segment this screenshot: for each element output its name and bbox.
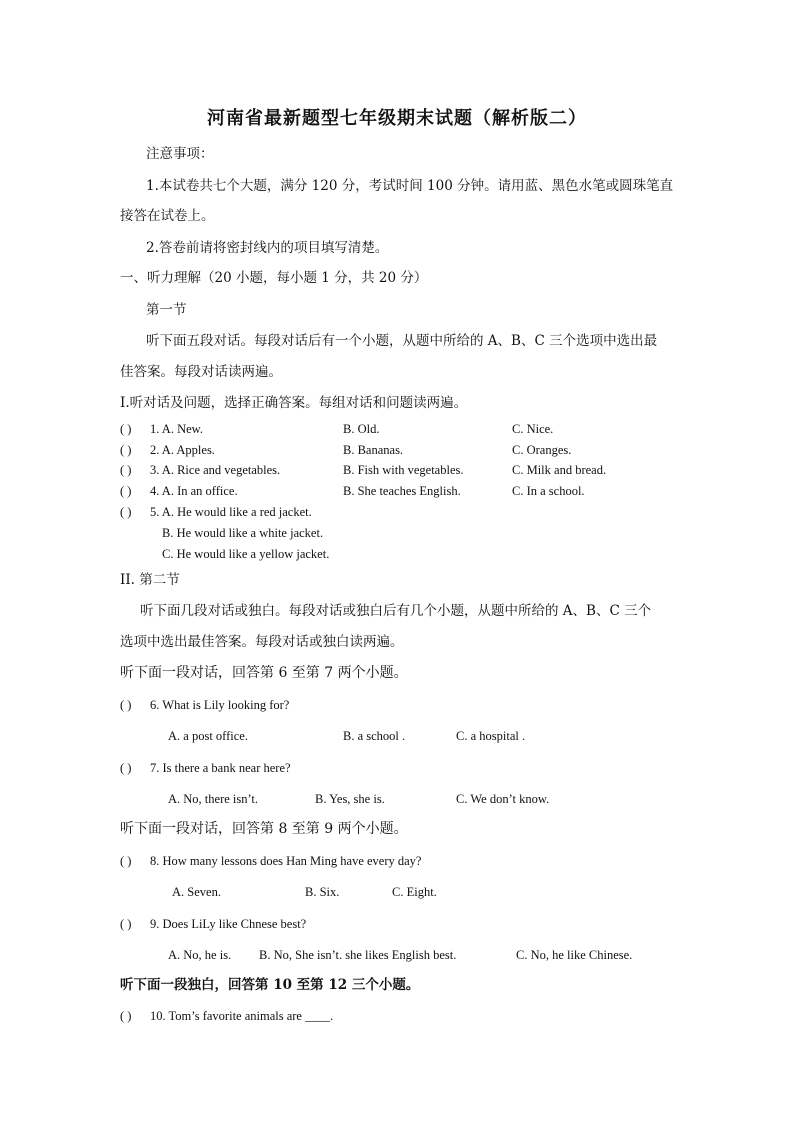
- q3-option-c: C. Milk and bread.: [512, 463, 607, 477]
- section1-heading: 一、听力理解（20 小题，每小题 1 分，共 20 分）: [120, 270, 428, 286]
- answer-bracket: ( ): [120, 422, 132, 436]
- q4-option-b: B. She teaches English.: [343, 484, 461, 498]
- q6-option-c: C. a hospital .: [456, 729, 526, 743]
- q7-option-a: A. No, there isn’t.: [168, 792, 259, 806]
- page-title: 河南省最新题型七年级期末试题（解析版二）: [207, 108, 587, 129]
- answer-bracket: ( ): [120, 463, 132, 477]
- answer-bracket: ( ): [120, 484, 132, 498]
- q9-option-b: B. No, She isn’t. she likes English best.: [259, 948, 457, 962]
- answer-bracket: ( ): [120, 443, 132, 457]
- q7-option-c: C. We don’t know.: [456, 792, 550, 806]
- q5-option-b: B. He would like a white jacket.: [162, 526, 324, 540]
- q3-option-a: 3. A. Rice and vegetables.: [150, 463, 281, 477]
- q10-question: 10. Tom’s favorite animals are ____.: [150, 1009, 334, 1023]
- answer-bracket: ( ): [120, 698, 132, 712]
- q6-question: 6. What is Lily looking for?: [150, 698, 290, 712]
- q4-option-a: 4. A. In an office.: [150, 484, 238, 498]
- q1-option-c: C. Nice.: [512, 422, 554, 436]
- notes-line-1a: 1.本试卷共七个大题，满分 120 分，考试时间 100 分钟。请用蓝、黑色水笔或圆珠笔直: [146, 178, 674, 194]
- q9-option-a: A. No, he is.: [168, 948, 232, 962]
- q4-option-c: C. In a school.: [512, 484, 585, 498]
- group2-instruction: 听下面一段对话，回答第 8 至第 9 两个小题。: [120, 821, 408, 837]
- q2-option-a: 2. A. Apples.: [150, 443, 215, 457]
- q8-option-a: A. Seven.: [172, 885, 221, 899]
- answer-bracket: ( ): [120, 1009, 132, 1023]
- q2-option-b: B. Bananas.: [343, 443, 404, 457]
- part1-instruction-b: 佳答案。每段对话读两遍。: [120, 364, 282, 380]
- q8-option-b: B. Six.: [305, 885, 340, 899]
- q1-option-a: 1. A. New.: [150, 422, 204, 436]
- q5-option-c: C. He would like a yellow jacket.: [162, 547, 330, 561]
- group3-instruction: 听下面一段独白，回答第 10 至第 12 三个小题。: [120, 977, 420, 993]
- notes-line-1b: 接答在试卷上。: [120, 208, 215, 224]
- q9-question: 9. Does LiLy like Chnese best?: [150, 917, 307, 931]
- part1-label: 第一节: [146, 302, 187, 318]
- q1-option-b: B. Old.: [343, 422, 380, 436]
- q3-option-b: B. Fish with vegetables.: [343, 463, 464, 477]
- notes-line-2: 2.答卷前请将密封线内的项目填写清楚。: [146, 240, 389, 256]
- q6-option-a: A. a post office.: [168, 729, 248, 743]
- answer-bracket: ( ): [120, 761, 132, 775]
- part2-instruction-b: 选项中选出最佳答案。每段对话或独白读两遍。: [120, 634, 404, 650]
- q8-option-c: C. Eight.: [392, 885, 437, 899]
- part1-instruction-a: 听下面五段对话。每段对话后有一个小题，从题中所给的 A、B、C 三个选项中选出最: [146, 333, 658, 349]
- q6-option-b: B. a school .: [343, 729, 406, 743]
- notes-heading: 注意事项：: [146, 146, 214, 162]
- part2-instruction-a: 听下面几段对话或独白。每段对话或独白后有几个小题，从题中所给的 A、B、C 三个: [140, 603, 652, 619]
- q5-option-a: 5. A. He would like a red jacket.: [150, 505, 312, 519]
- group1-instruction: 听下面一段对话，回答第 6 至第 7 两个小题。: [120, 665, 408, 681]
- part1-sub-instruction: I.听对话及问题，选择正确答案。每组对话和问题读两遍。: [120, 395, 468, 411]
- q7-question: 7. Is there a bank near here?: [150, 761, 291, 775]
- q7-option-b: B. Yes, she is.: [315, 792, 385, 806]
- section2-heading: II. 第二节: [120, 572, 180, 588]
- answer-bracket: ( ): [120, 854, 132, 868]
- q8-question: 8. How many lessons does Han Ming have every day?: [150, 854, 422, 868]
- answer-bracket: ( ): [120, 917, 132, 931]
- q2-option-c: C. Oranges.: [512, 443, 572, 457]
- q9-option-c: C. No, he like Chinese.: [516, 948, 633, 962]
- answer-bracket: ( ): [120, 505, 132, 519]
